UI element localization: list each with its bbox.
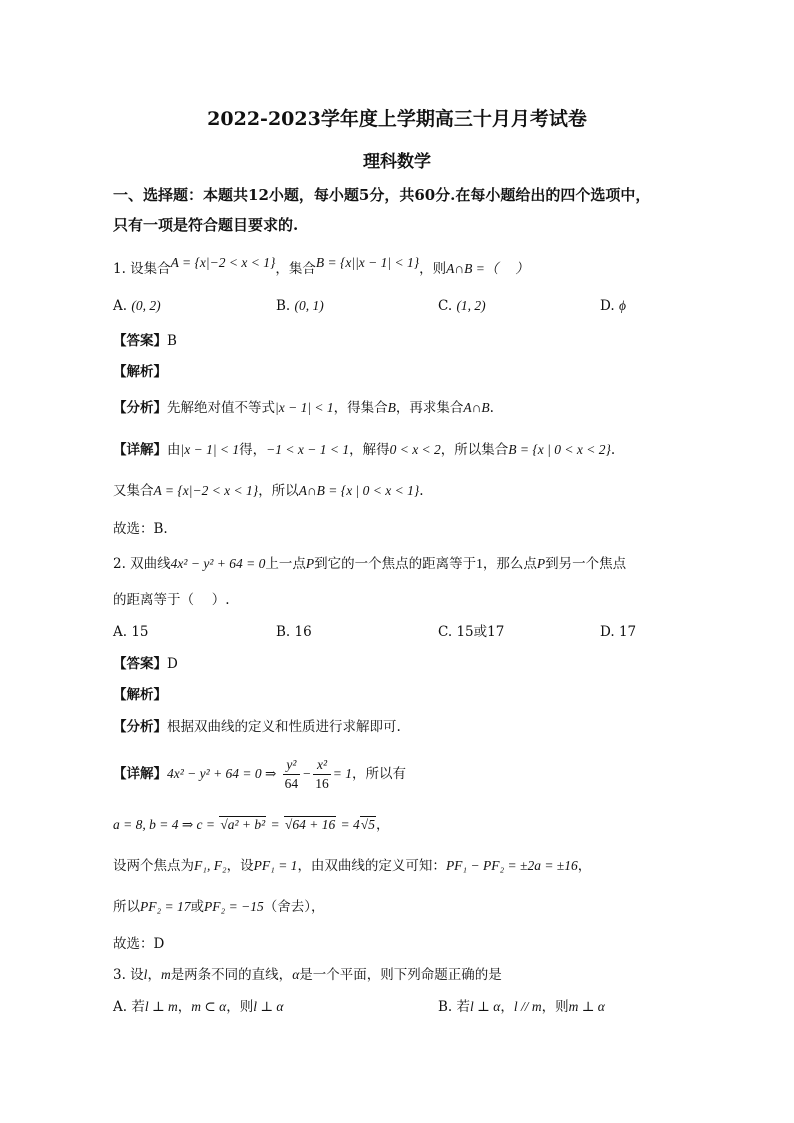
q2-analysis-tag: 【解析】 — [113, 687, 167, 703]
sqrt-64-16: √64 + 16 — [284, 817, 336, 832]
q1-analysis-tag: 【解析】 — [113, 364, 167, 380]
section-heading-line1: 一、选择题：本题共12小题，每小题5分，共60分.在每小题给出的四个选项中， — [113, 186, 651, 204]
q2-fenxi: 【分析】根据双曲线的定义和性质进行求解即可. — [113, 719, 401, 735]
q1-option-a: A. (0, 2) — [113, 298, 161, 314]
q2-answer: 【答案】D — [113, 656, 178, 672]
q1-choose: 故选：B. — [113, 521, 168, 537]
q1-option-b: B. (0, 1) — [276, 298, 324, 314]
q1-answer: 【答案】B — [113, 333, 177, 349]
q2-abc: a = 8, b = 4 ⇒ c = √a² + b² = √64 + 16 = 4√5， — [113, 817, 390, 833]
q2-foci: 设两个焦点为F₁, F₂，设PF₁ = 1，由双曲线的定义可知：PF₁ − PF₂ = ±2a = ±16， — [113, 858, 592, 874]
q1-fenxi: 【分析】先解绝对值不等式|x − 1| < 1，得集合B，再求集合A∩B. — [113, 400, 494, 416]
q2-stem: 2. 双曲线4x² − y² + 64 = 0上一点P到它的一个焦点的距离等于1，那么点P到另一个焦点 — [113, 556, 627, 572]
fraction-y2-64: $\frac{\text{y²}}{64}$ — [284, 757, 299, 791]
q1-detail-line2: 又集合A = {x|−2 < x < 1}，所以A∩B = {x | 0 < x < 1}. — [113, 483, 424, 499]
q1-option-d: D. ϕ — [600, 298, 626, 314]
q1-detail: 【详解】由|x − 1| < 1得，−1 < x − 1 < 1，解得0 < x < 2，所以集合B = {x | 0 < x < 2}. — [113, 442, 616, 458]
q2-detail: 【详解】4x² − y² + 64 = 0 ⇒ $\frac{\text{y²}}{64}$ − $\frac{\text{x²}}{16}$ = 1，所以有 — [113, 757, 407, 791]
q3-option-b: B. 若l ⊥ α，l // m，则m ⊥ α — [438, 999, 605, 1015]
page-title: 2022-2023学年度上学期高三十月月考试卷 — [207, 108, 587, 130]
q2-stem-line2: 的距离等于（ ）. — [113, 592, 230, 608]
q3-stem: 3. 设l，m是两条不同的直线，α是一个平面，则下列命题正确的是 — [113, 967, 502, 983]
page-subtitle: 理科数学 — [363, 152, 431, 172]
q1-set-b: B = {x||x − 1| < 1} — [315, 255, 420, 270]
q2-option-b: B. 16 — [276, 624, 312, 640]
q3-option-a: A. 若l ⊥ m，m ⊂ α，则l ⊥ α — [113, 999, 284, 1015]
q2-option-c: C. 15或17 — [438, 624, 505, 640]
q2-choose: 故选：D — [113, 936, 165, 952]
q1-option-c: C. (1, 2) — [438, 298, 486, 314]
q1-stem: 1. 设集合A = {x|−2 < x < 1}，集合B = {x||x − 1| < 1}，则A∩B =（ ） — [113, 255, 529, 277]
q2-option-a: A. 15 — [113, 624, 149, 640]
q2-option-d: D. 17 — [600, 624, 637, 640]
fraction-x2-16: $\frac{\text{x²}}{16}$ — [315, 757, 329, 791]
q1-ask: A∩B =（ ） — [446, 261, 529, 276]
sqrt-a2-b2: √a² + b² — [220, 817, 266, 832]
q1-set-a: A = {x|−2 < x < 1} — [170, 255, 276, 270]
section-heading-line2: 只有一项是符合题目要求的. — [113, 216, 299, 234]
q2-so: 所以PF₂ = 17或PF₂ = −15（舍去）， — [113, 899, 325, 915]
sqrt-5: √5 — [360, 817, 375, 832]
